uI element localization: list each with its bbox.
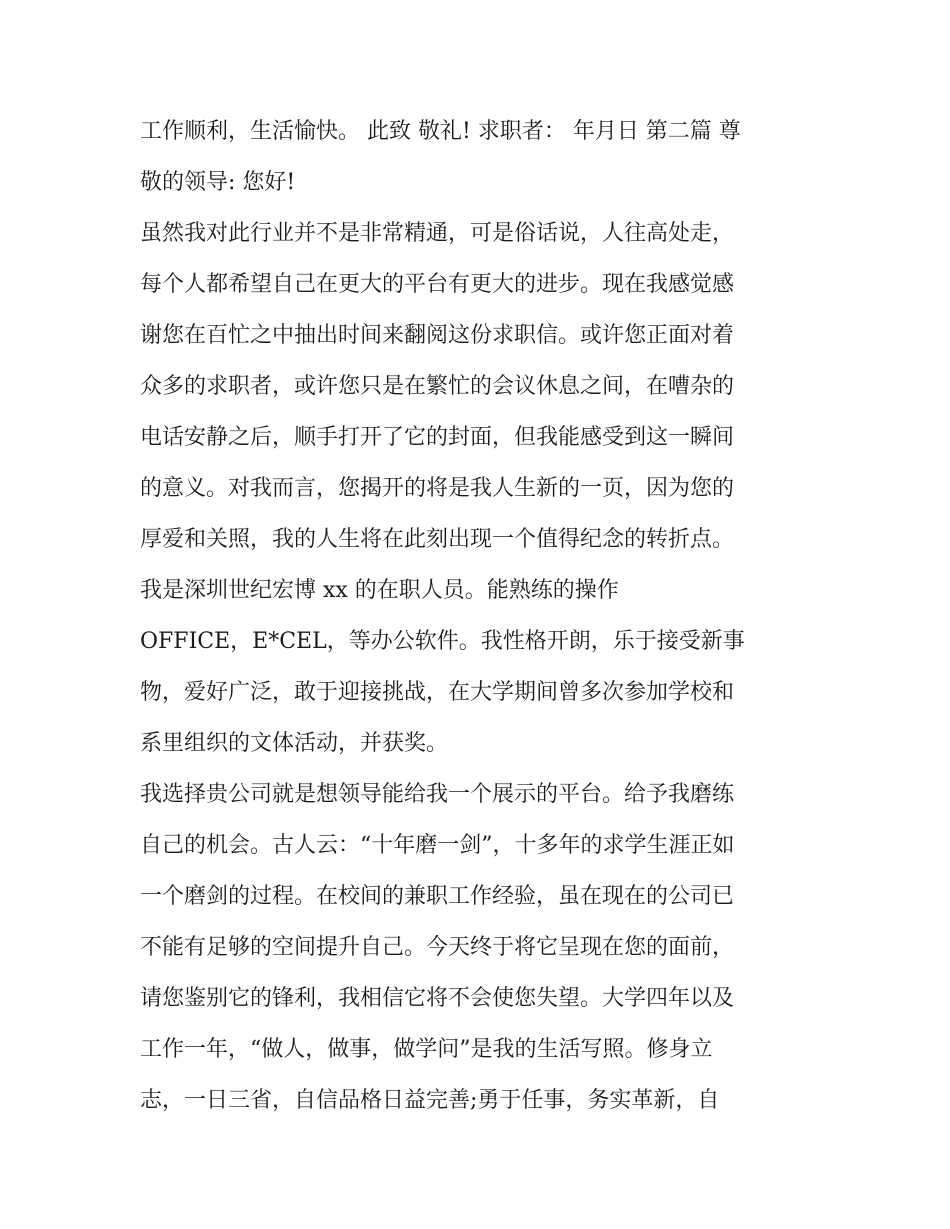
text-line: 系里组织的文体活动，并获奖。 [140,731,449,756]
text-line: 工作一年，“做人，做事，做学问”是我的生活写照。修身立 [140,1037,713,1062]
text-line: 敬的领导: 您好! [140,170,296,195]
text-line: 我选择贵公司就是想领导能给我一个展示的平台。给予我磨练 [140,782,735,807]
text-line: 请您鉴别它的锋利，我相信它将不会使您失望。大学四年以及 [140,986,735,1011]
text-line: 的意义。对我而言，您揭开的将是我人生新的一页，因为您的 [140,476,735,501]
text-line: 一个磨剑的过程。在校间的兼职工作经验，虽在现在的公司已 [140,884,735,909]
text-line: 厚爱和关照，我的人生将在此刻出现一个值得纪念的转折点。 [140,527,735,552]
text-line: 不能有足够的空间提升自己。今天终于将它呈现在您的面前， [140,935,735,960]
text-line: 谢您在百忙之中抽出时间来翻阅这份求职信。或许您正面对着 [140,323,735,348]
text-line: 自己的机会。古人云：“十年磨一剑”，十多年的求学生涯正如 [140,833,735,858]
text-line: 虽然我对此行业并不是非常精通，可是俗话说，人往高处走， [140,221,735,246]
text-line: 众多的求职者，或许您只是在繁忙的会议休息之间，在嘈杂的 [140,374,735,399]
text-line: OFFICE，E*CEL，等办公软件。我性格开朗，乐于接受新事 [140,629,745,654]
text-line: 工作顺利，生活愉快。 此致 敬礼! 求职者： 年月日 第二篇 尊 [140,119,741,144]
text-line: 我是深圳世纪宏博 xx 的在职人员。能熟练的操作 [140,578,619,603]
text-line: 物，爱好广泛，敢于迎接挑战，在大学期间曾多次参加学校和 [140,680,735,705]
text-line: 志，一日三省，自信品格日益完善;勇于任事，务实革新，自 [140,1088,720,1113]
text-line: 每个人都希望自己在更大的平台有更大的进步。现在我感觉感 [140,272,735,297]
letter-body [140,106,820,1126]
text-line: 电话安静之后，顺手打开了它的封面，但我能感受到这一瞬间 [140,425,735,450]
